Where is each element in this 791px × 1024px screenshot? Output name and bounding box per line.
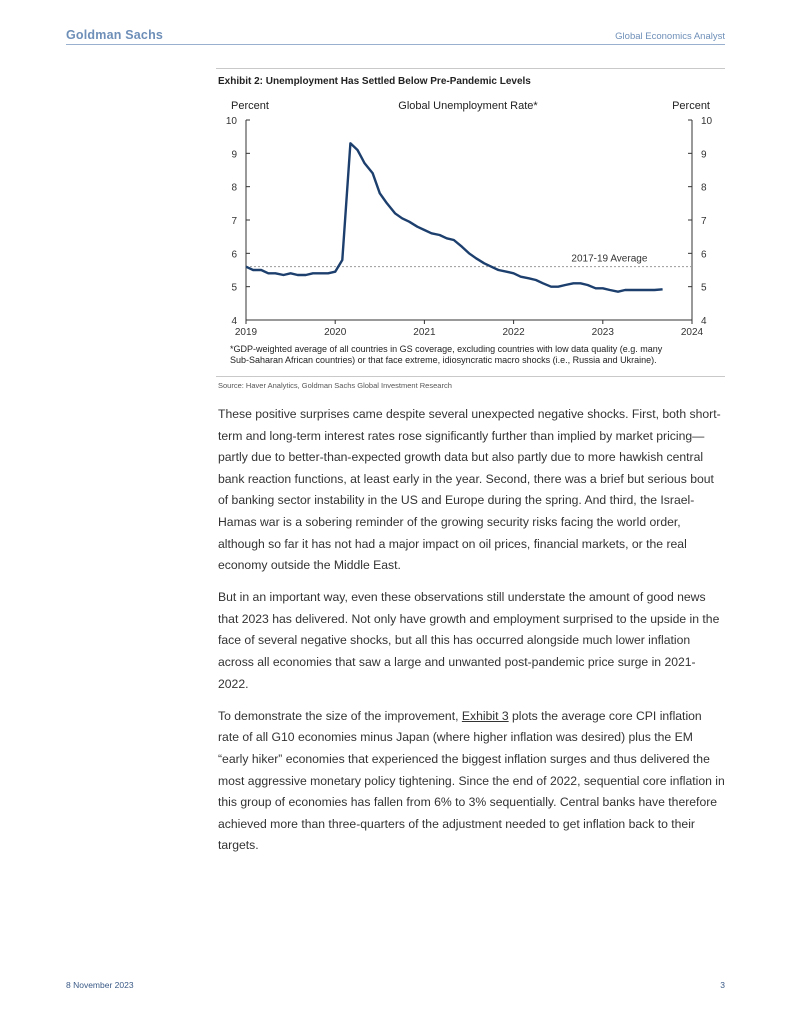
y-tick-label-left: 6	[231, 249, 237, 261]
y-tick-label-right: 9	[701, 149, 707, 161]
paragraph-3	[218, 706, 726, 857]
y-tick-label-left: 8	[231, 182, 237, 194]
unemployment-chart	[218, 94, 720, 374]
y-tick-label-right: 8	[701, 182, 707, 194]
body-text	[218, 404, 726, 867]
exhibit-source: Source: Haver Analytics, Goldman Sachs Global Investment Research	[218, 381, 452, 390]
y-tick-label-left: 9	[231, 149, 237, 161]
x-tick-label: 2021	[413, 327, 436, 338]
chart-ticks	[226, 116, 713, 338]
x-tick-label: 2022	[502, 327, 525, 338]
paragraph-2: But in an important way, even these observations still understate the amount of good news that 2023 has delivered. Not only have growth and employment surprised to the upside in the face of several negative shocks, but all this has occurred alongside much lower inflation across all economies that saw a large and unwanted post-pandemic price surge in 2021-2022.	[218, 590, 720, 691]
paragraph-3-end: plots the average core CPI inflation rate of all G10 economies minus Japan (where higher inflation was desired) plus the EM “early hiker” economies that experienced the biggest inflation surges and thus delivered the most aggressive monetary policy tightening. Since the end of 2022, sequential core inflation in this group of economies has fallen from 6% to 3% sequentially. Central banks have therefore achieved more than three-quarters of the adjustment needed to get inflation back to their targets.	[218, 708, 725, 853]
paragraph-1: These positive surprises came despite several unexpected negative shocks. First, both short-term and long-term interest rates rose significantly further than implied by market pricing—partly due to better-than-expected growth data but also partly due to more hawkish central bank reaction functions, at least early in the year. Second, there was a brief but serious bout of banking sector instability in the US and Europe during the spring. And third, the Israel-Hamas war is a sobering reminder of the growing security risks facing the world order, although so far it has not had a major impact on oil prices, financial markets, or the real economy outside the Middle East.	[218, 407, 721, 573]
chart-footnote-line-1: *GDP-weighted average of all countries in GS coverage, excluding countries with low data quality (e.g. many	[230, 344, 663, 354]
y-tick-label-right: 4	[701, 316, 707, 327]
brand-name: Goldman Sachs	[66, 28, 164, 42]
y-tick-label-left: 10	[225, 116, 237, 127]
publication-name: Global Economics Analyst	[615, 31, 725, 42]
reference-line-label: 2017-19 Average	[571, 253, 648, 265]
x-tick-label: 2019	[234, 327, 258, 338]
y-tick-label-right: 7	[701, 216, 707, 227]
paragraph-3-start: To demonstrate the size of the improvement,	[218, 708, 462, 723]
chart-footnote-line-2: Sub-Saharan African countries) or that face extreme, idiosyncratic macro shocks (i.e., Russia and Ukraine).	[230, 355, 657, 365]
page-number: 3	[720, 980, 725, 990]
exhibit-top-rule	[216, 68, 725, 69]
y-axis-label-left: Percent	[231, 100, 269, 112]
chart-title: Global Unemployment Rate*	[398, 100, 538, 112]
y-tick-label-left: 5	[231, 282, 237, 294]
y-tick-label-right: 6	[701, 249, 707, 261]
y-axis-label-right: Percent	[672, 100, 710, 112]
x-tick-label: 2023	[591, 327, 614, 338]
y-tick-label-right: 10	[701, 116, 713, 127]
exhibit-3-link[interactable]: Exhibit 3	[461, 708, 509, 723]
header-rule	[66, 44, 725, 45]
y-tick-label-left: 4	[231, 316, 237, 327]
exhibit-title: Exhibit 2: Unemployment Has Settled Below Pre-Pandemic Levels	[218, 76, 531, 87]
x-tick-label: 2024	[680, 327, 704, 338]
series-line	[246, 143, 663, 291]
x-tick-label: 2020	[324, 327, 347, 338]
y-tick-label-right: 5	[701, 282, 707, 294]
footer-date: 8 November 2023	[66, 980, 134, 990]
exhibit-bottom-rule	[216, 376, 725, 377]
y-tick-label-left: 7	[231, 216, 237, 227]
